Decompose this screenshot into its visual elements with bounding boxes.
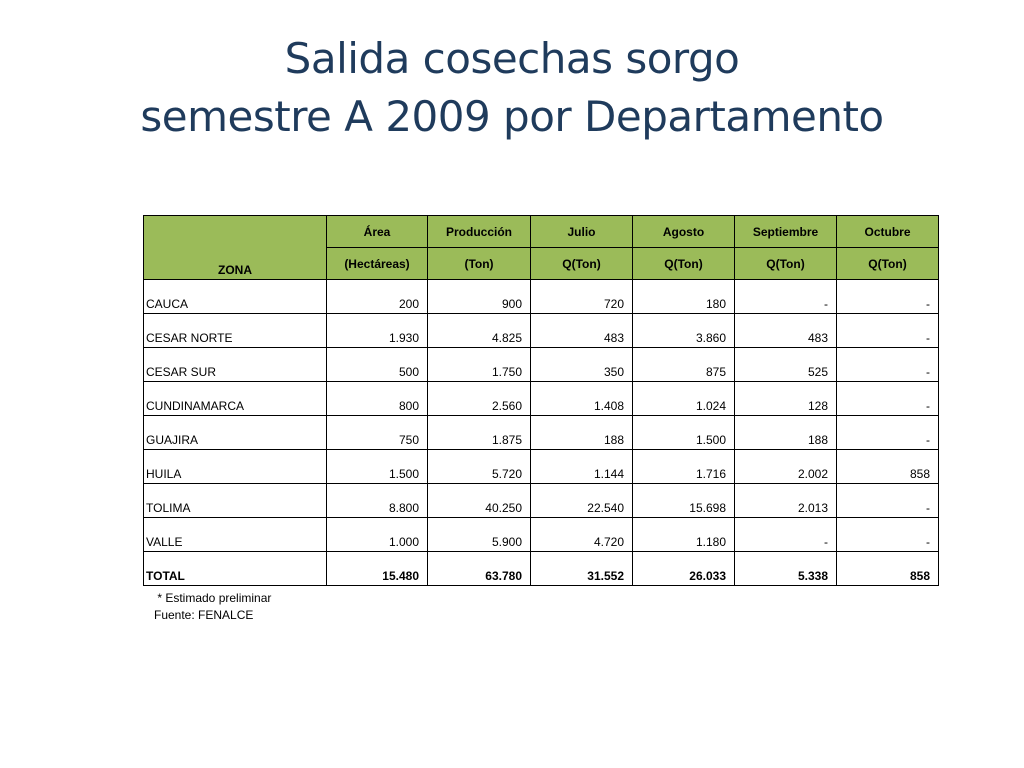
- value-cell: 1.875: [428, 416, 531, 450]
- value-cell: 858: [837, 450, 939, 484]
- title-line-2: semestre A 2009 por Departamento: [140, 92, 884, 141]
- value-cell: 858: [837, 552, 939, 586]
- value-cell: -: [837, 416, 939, 450]
- value-cell: 180: [633, 280, 735, 314]
- value-cell: -: [837, 280, 939, 314]
- value-cell: 483: [531, 314, 633, 348]
- value-cell: 63.780: [428, 552, 531, 586]
- header-agosto: Agosto: [633, 216, 735, 248]
- zone-cell: GUAJIRA: [144, 416, 327, 450]
- value-cell: 40.250: [428, 484, 531, 518]
- header-septiembre: Septiembre: [735, 216, 837, 248]
- value-cell: 200: [327, 280, 428, 314]
- value-cell: 720: [531, 280, 633, 314]
- value-cell: 31.552: [531, 552, 633, 586]
- value-cell: 2.002: [735, 450, 837, 484]
- title-line-1: Salida cosechas sorgo: [284, 34, 740, 83]
- value-cell: 350: [531, 348, 633, 382]
- value-cell: 2.013: [735, 484, 837, 518]
- value-cell: 900: [428, 280, 531, 314]
- zone-cell: TOLIMA: [144, 484, 327, 518]
- value-cell: -: [837, 518, 939, 552]
- unit-area: (Hectáreas): [327, 248, 428, 280]
- value-cell: -: [735, 518, 837, 552]
- value-cell: 8.800: [327, 484, 428, 518]
- table-row: [144, 314, 939, 348]
- header-area: Área: [327, 216, 428, 248]
- unit-agosto: Q(Ton): [633, 248, 735, 280]
- unit-septiembre: Q(Ton): [735, 248, 837, 280]
- total-row: [144, 552, 939, 586]
- unit-produccion: (Ton): [428, 248, 531, 280]
- slide-title: [0, 30, 1024, 146]
- source-note: Fuente: FENALCE: [154, 608, 254, 622]
- table-row: [144, 416, 939, 450]
- zone-cell: TOTAL: [144, 552, 327, 586]
- table-body: [144, 280, 939, 586]
- table-row: [144, 280, 939, 314]
- value-cell: 128: [735, 382, 837, 416]
- value-cell: -: [837, 382, 939, 416]
- header-zona: ZONA: [144, 216, 327, 280]
- value-cell: 1.716: [633, 450, 735, 484]
- zone-cell: HUILA: [144, 450, 327, 484]
- value-cell: -: [837, 348, 939, 382]
- unit-julio: Q(Ton): [531, 248, 633, 280]
- value-cell: 525: [735, 348, 837, 382]
- header-produccion: Producción: [428, 216, 531, 248]
- zone-cell: CAUCA: [144, 280, 327, 314]
- value-cell: 15.480: [327, 552, 428, 586]
- table-row: [144, 450, 939, 484]
- value-cell: 500: [327, 348, 428, 382]
- value-cell: 4.720: [531, 518, 633, 552]
- value-cell: 5.900: [428, 518, 531, 552]
- value-cell: -: [735, 280, 837, 314]
- value-cell: 875: [633, 348, 735, 382]
- table-row: [144, 382, 939, 416]
- table-row: [144, 484, 939, 518]
- header-octubre: Octubre: [837, 216, 939, 248]
- value-cell: 5.720: [428, 450, 531, 484]
- zone-cell: CESAR SUR: [144, 348, 327, 382]
- unit-octubre: Q(Ton): [837, 248, 939, 280]
- table-row: [144, 348, 939, 382]
- value-cell: 4.825: [428, 314, 531, 348]
- table-header: [144, 216, 939, 280]
- value-cell: 26.033: [633, 552, 735, 586]
- value-cell: 1.000: [327, 518, 428, 552]
- table-row: [144, 518, 939, 552]
- value-cell: 1.500: [327, 450, 428, 484]
- value-cell: 1.024: [633, 382, 735, 416]
- zone-cell: CUNDINAMARCA: [144, 382, 327, 416]
- value-cell: 3.860: [633, 314, 735, 348]
- value-cell: 188: [735, 416, 837, 450]
- value-cell: 1.408: [531, 382, 633, 416]
- zone-cell: VALLE: [144, 518, 327, 552]
- value-cell: 1.750: [428, 348, 531, 382]
- value-cell: -: [837, 314, 939, 348]
- value-cell: 1.180: [633, 518, 735, 552]
- value-cell: 5.338: [735, 552, 837, 586]
- value-cell: 1.144: [531, 450, 633, 484]
- value-cell: 188: [531, 416, 633, 450]
- value-cell: 15.698: [633, 484, 735, 518]
- value-cell: 22.540: [531, 484, 633, 518]
- value-cell: 2.560: [428, 382, 531, 416]
- estimate-note: * Estimado preliminar: [154, 591, 272, 605]
- footnotes: [154, 590, 271, 624]
- value-cell: -: [837, 484, 939, 518]
- header-row-top: [144, 216, 939, 248]
- value-cell: 800: [327, 382, 428, 416]
- value-cell: 1.930: [327, 314, 428, 348]
- value-cell: 1.500: [633, 416, 735, 450]
- header-julio: Julio: [531, 216, 633, 248]
- value-cell: 483: [735, 314, 837, 348]
- harvest-table: [143, 215, 939, 586]
- zone-cell: CESAR NORTE: [144, 314, 327, 348]
- value-cell: 750: [327, 416, 428, 450]
